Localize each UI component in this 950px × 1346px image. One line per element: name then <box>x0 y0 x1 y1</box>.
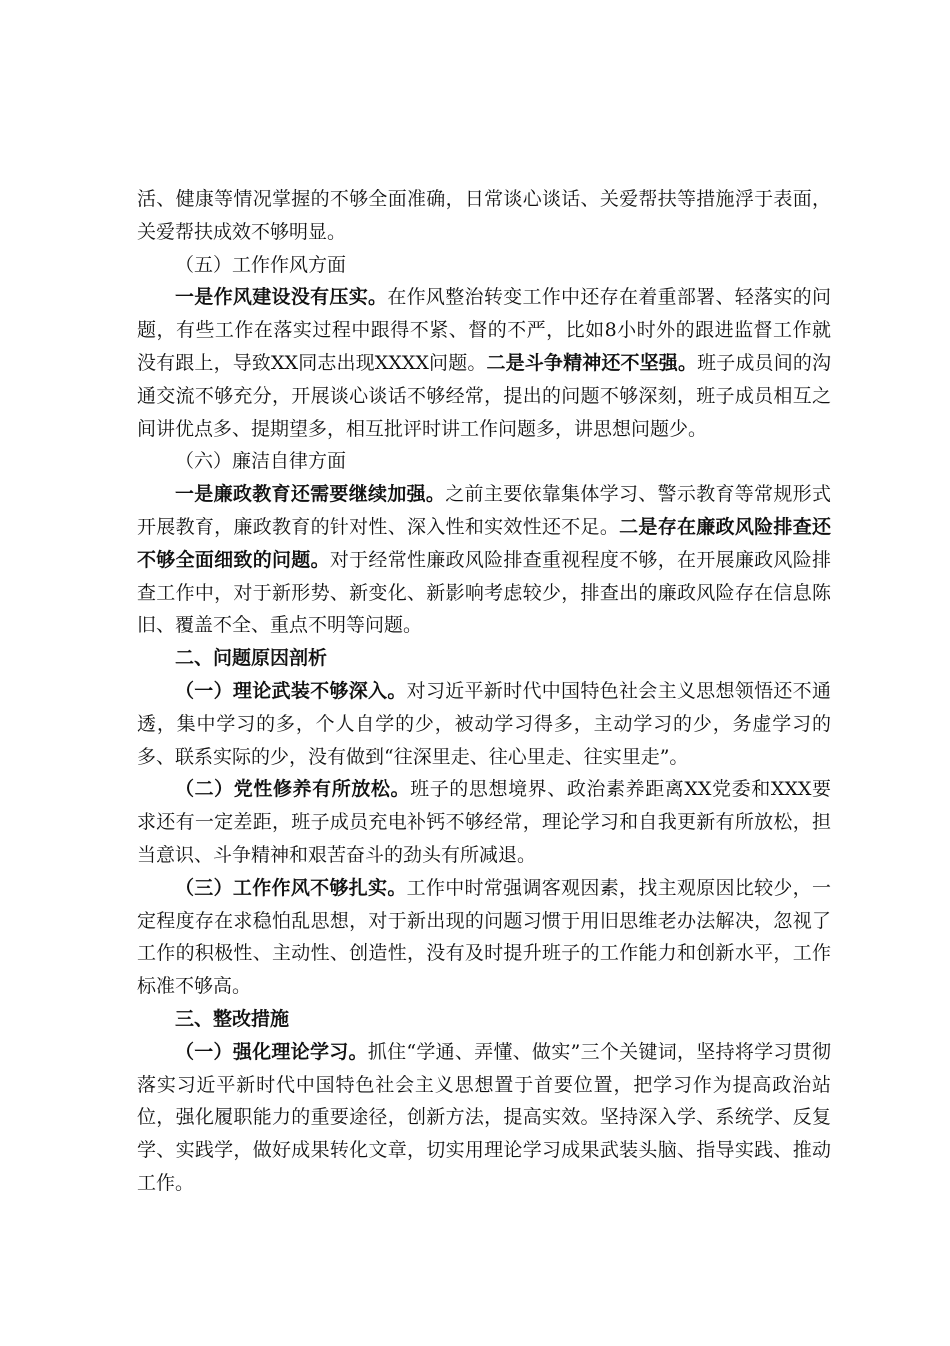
bold-lead-phrase: （二）党性修养有所放松。 <box>175 778 411 801</box>
paragraph-work-style <box>137 281 831 445</box>
bold-lead-phrase: 二是斗争精神还不坚强。 <box>486 351 698 374</box>
paragraph-measure-1 <box>137 1036 831 1200</box>
bold-lead-phrase: （一）强化理论学习。 <box>175 1040 368 1063</box>
subheading-text: （五）工作作风方面 <box>175 253 347 276</box>
bold-lead-phrase: （三）工作作风不够扎实。 <box>175 876 407 899</box>
paragraph-text: 抓住“学通、弄懂、做实”三个关键词，坚持将学习贯彻落实习近平新时代中国特色社会主义思想置于首要位置，把学习作为提高政治站位，强化履职能力的重要途径，创新方法，提高实效。坚持深入学、系统学、反复学、实践学，做好成果转化文章，切实用理论学习成果武装头脑、指导实践、推动工作。 <box>137 1040 831 1194</box>
paragraph-text: 活、健康等情况掌握的不够全面准确，日常谈心谈话、关爱帮扶等措施浮于表面，关爱帮扶成效不够明显。 <box>137 188 831 243</box>
section-heading-text: 二、问题原因剖析 <box>175 647 328 670</box>
subheading-integrity <box>137 445 831 478</box>
paragraph-text: 在作风整治转变工作中还存在着重部署、轻落实的问题，有些工作在落实过程中跟得不紧、督的不严，比如8小时外的跟进监督工作就没有跟上，导致XX同志出现XXXX问题。 <box>137 286 831 374</box>
subheading-work-style <box>137 249 831 282</box>
paragraph-cause-1 <box>137 675 831 773</box>
paragraph-cause-2 <box>137 773 831 871</box>
bold-lead-phrase: 二是存在廉政风险排查还不够全面细致的问题。 <box>137 515 831 571</box>
paragraph-text: 工作中时常强调客观因素，找主观原因比较少，一定程度存在求稳怕乱思想，对于新出现的问题习惯于用旧思维老办法解决，忽视了工作的积极性、主动性、创造性，没有及时提升班子的工作能力和创新水平，工作标准不够高。 <box>137 876 831 998</box>
paragraph-text: 班子成员间的沟通交流不够充分，开展谈心谈话不够经常，提出的问题不够深刻，班子成员相互之间讲优点多、提期望多，相互批评时讲工作问题多，讲思想问题少。 <box>137 351 831 440</box>
section-heading-rectification <box>137 1003 831 1036</box>
paragraph-continuation <box>137 183 831 249</box>
document-body <box>137 183 831 1200</box>
paragraph-text: 对于经常性廉政风险排查重视程度不够，在开展廉政风险排查工作中，对于新形势、新变化、新影响考虑较少，排查出的廉政风险存在信息陈旧、覆盖不全、重点不明等问题。 <box>137 548 831 637</box>
bold-lead-phrase: 一是作风建设没有压实。 <box>175 286 388 309</box>
bold-lead-phrase: 一是廉政教育还需要继续加强。 <box>175 483 446 506</box>
bold-lead-phrase: （一）理论武装不够深入。 <box>175 679 407 702</box>
paragraph-text: 之前主要依靠集体学习、警示教育等常规形式开展教育，廉政教育的针对性、深入性和实效性还不足。 <box>137 483 831 538</box>
paragraph-integrity <box>137 478 831 642</box>
subheading-text: （六）廉洁自律方面 <box>175 450 347 473</box>
section-heading-cause-analysis <box>137 642 831 675</box>
paragraph-text: 班子的思想境界、政治素养距离XX党委和XXX要求还有一定差距，班子成员充电补钙不够经常，理论学习和自我更新有所放松，担当意识、斗争精神和艰苦奋斗的劲头有所减退。 <box>137 778 831 866</box>
section-heading-text: 三、整改措施 <box>175 1007 290 1030</box>
paragraph-text: 对习近平新时代中国特色社会主义思想领悟还不通透，集中学习的多，个人自学的少，被动学习得多，主动学习的少，务虚学习的多、联系实际的少，没有做到“往深里走、往心里走、往实里走”。 <box>137 679 831 768</box>
paragraph-cause-3 <box>137 872 831 1003</box>
